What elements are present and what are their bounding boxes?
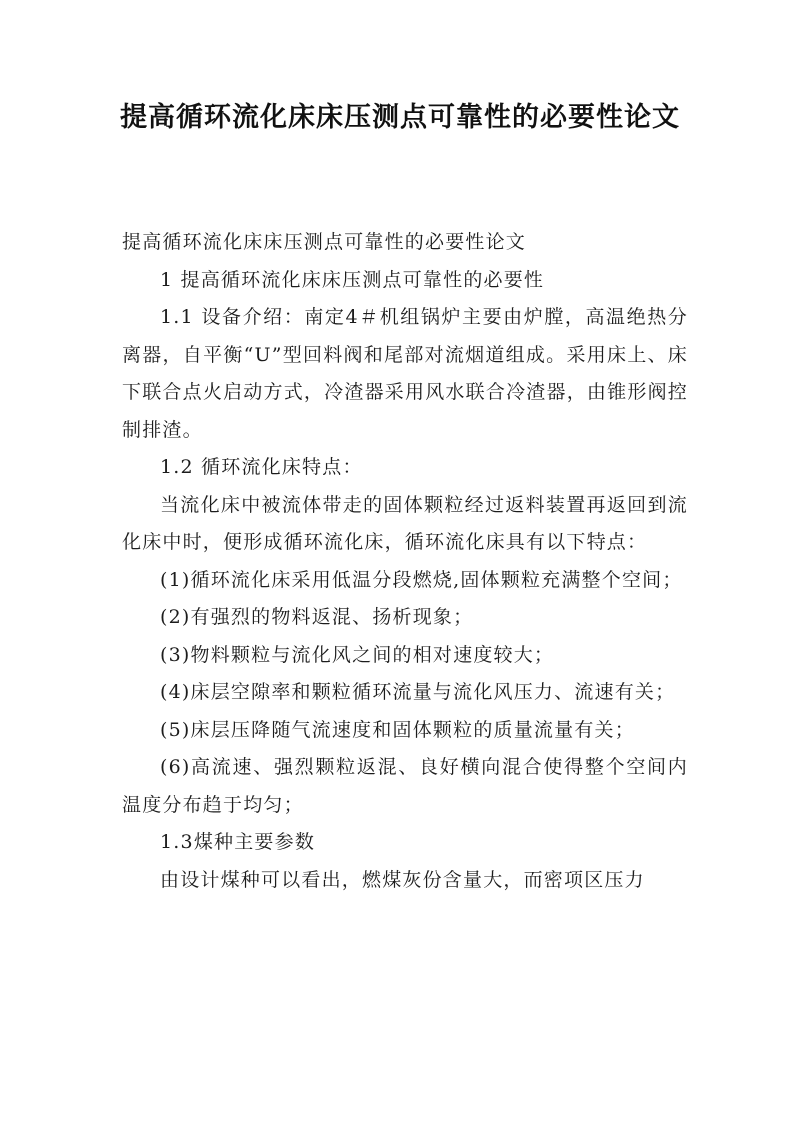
heading-section-1-3: 1.3煤种主要参数 <box>160 831 316 853</box>
list-item-1: (1)循环流化床采用低温分段燃烧,固体颗粒充满整个空间； <box>160 568 683 591</box>
paragraph-cfb-definition: 当流化床中被流体带走的固体颗粒经过返料装置再返回到流化床中时，便形成循环流化床，循环流化床具有以下特点： <box>122 493 688 553</box>
list-item-2: (2)有强烈的物料返混、扬析现象； <box>160 606 474 628</box>
document-title: 提高循环流化床床压测点可靠性的必要性论文 <box>120 102 680 133</box>
list-item-6: (6)高流速、强烈颗粒返混、良好横向混合使得整个空间内温度分布趋于均匀； <box>122 756 688 816</box>
list-item-4: (4)床层空隙率和颗粒循环流量与流化风压力、流速有关； <box>160 681 676 703</box>
heading-section-1-2: 1.2 循环流化床特点： <box>160 456 363 478</box>
paragraph-intro: 提高循环流化床床压测点可靠性的必要性论文 <box>122 231 527 253</box>
heading-section-1: 1 提高循环流化床床压测点可靠性的必要性 <box>160 268 545 291</box>
list-item-5: (5)床层压降随气流速度和固体颗粒的质量流量有关； <box>160 718 635 741</box>
paragraph-equipment-intro: 1.1 设备介绍：南定4＃机组锅炉主要由炉膛，高温绝热分离器，自平衡“U”型回料阀和尾部对流烟道组成。采用床上、床下联合点火启动方式，冷渣器采用风水联合冷渣器，由锥形阀控制排渣。 <box>122 306 688 441</box>
document-body <box>122 224 688 899</box>
paragraph-coal-analysis: 由设计煤种可以看出，燃煤灰份含量大，而密项区压力 <box>160 868 645 891</box>
list-item-3: (3)物料颗粒与流化风之间的相对速度较大； <box>160 643 555 666</box>
